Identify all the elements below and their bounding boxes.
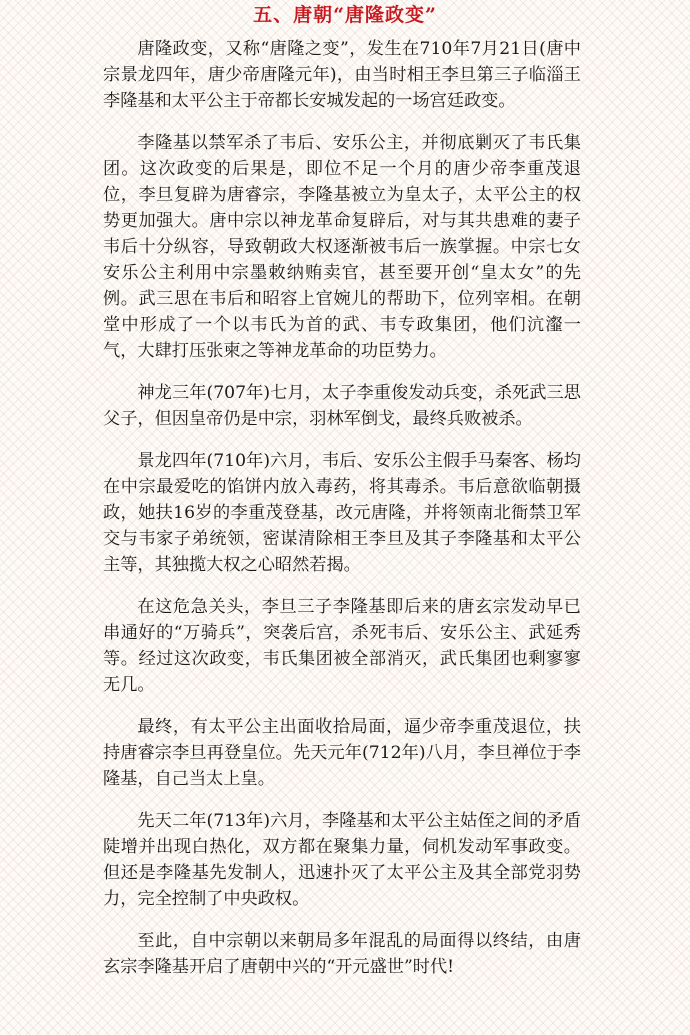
section-title: 五、唐朝“唐隆政变”: [253, 4, 437, 26]
paragraph-2: 李隆基以禁军杀了韦后、安乐公主，并彻底剿灭了韦氏集团。这次政变的后果是，即位不足一个月的唐少帝李重茂退位，李旦复辟为唐睿宗，李隆基被立为皇太子，太平公主的权势更加强大。唐中宗以神龙革命复辟后，对与其共患难的妻子韦后十分纵容，导致朝政大权逐渐被韦后一族掌握。中宗七女安乐公主利用中宗墨敕纳贿卖官，甚至要开创“皇太女”的先例。武三思在韦后和昭容上官婉儿的帮助下，位列宰相。在朝堂中形成了一个以韦氏为首的武、韦专政集团，他们沆瀣一气，大肆打压张柬之等神龙革命的功臣势力。: [103, 133, 581, 361]
paragraph-3: 神龙三年(707年)七月，太子李重俊发动兵变，杀死武三思父子，但因皇帝仍是中宗，羽林军倒戈，最终兵败被杀。: [103, 383, 581, 429]
paragraph-5: 在这危急关头，李旦三子李隆基即后来的唐玄宗发动早已串通好的“万骑兵”，突袭后宫，杀死韦后、安乐公主、武延秀等。经过这次政变，韦氏集团被全部消灭，武氏集团也剩寥寥无几。: [103, 597, 581, 695]
paragraph-8: 至此，自中宗朝以来朝局多年混乱的局面得以终结，由唐玄宗李隆基开启了唐朝中兴的“开元盛世”时代!: [103, 931, 581, 977]
paragraph-6: 最终，有太平公主出面收拾局面，逼少帝李重茂退位，扶持唐睿宗李旦再登皇位。先天元年(712年)八月，李旦禅位于李隆基，自己当太上皇。: [103, 717, 581, 789]
article-body: [103, 36, 581, 996]
paragraph-4: 景龙四年(710年)六月，韦后、安乐公主假手马秦客、杨均在中宗最爱吃的馅饼内放入毒药，将其毒杀。韦后意欲临朝摄政，她扶16岁的李重茂登基，改元唐隆，并将领南北衙禁卫军交与韦家子弟统领，密谋清除相王李旦及其子李隆基和太平公主等，其独揽大权之心昭然若揭。: [103, 451, 581, 575]
paragraph-7: 先天二年(713年)六月，李隆基和太平公主姑侄之间的矛盾陡增并出现白热化，双方都在聚集力量，伺机发动军事政变。但还是李隆基先发制人，迅速扑灭了太平公主及其全部党羽势力，完全控制了中央政权。: [103, 811, 581, 909]
paragraph-1: 唐隆政变，又称“唐隆之变”，发生在710年7月21日(唐中宗景龙四年，唐少帝唐隆元年)，由当时相王李旦第三子临淄王李隆基和太平公主于帝都长安城发起的一场宫廷政变。: [103, 39, 581, 111]
